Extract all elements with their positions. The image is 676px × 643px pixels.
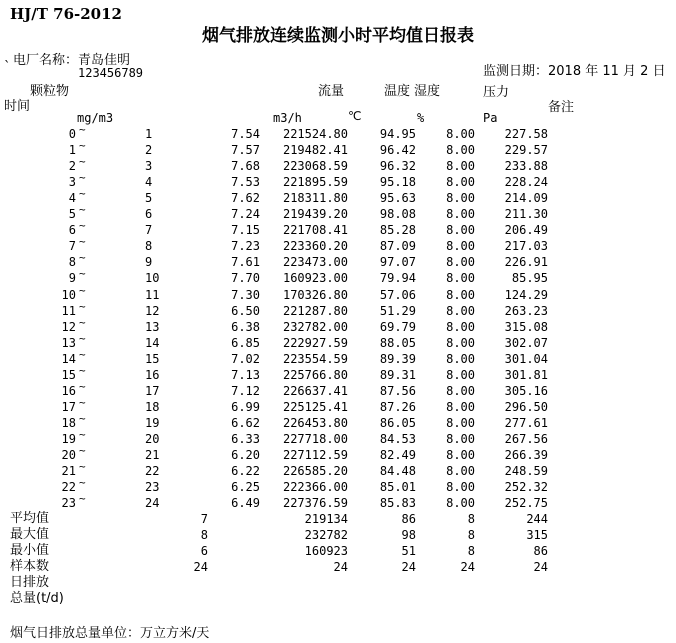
tilde-separator: ~ [79, 476, 86, 490]
temp-value: 88.05 [379, 335, 416, 350]
stat-pm-value: 24 [193, 560, 208, 574]
hour-start: 21 [61, 464, 76, 479]
pm-value: 7.62 [231, 191, 260, 206]
temp-value: 84.48 [379, 464, 416, 479]
pressure-value: 302.07 [504, 335, 548, 350]
tilde-separator: ~ [79, 347, 86, 361]
tilde-separator: ~ [79, 123, 86, 136]
flow-value: 219482.41 [282, 143, 348, 158]
stat-row [0, 575, 676, 591]
table-row [0, 427, 676, 447]
tilde-separator: ~ [79, 219, 86, 233]
footnote: 烟气日排放总量单位：万立方米/天 [10, 626, 210, 641]
pm-value: 6.99 [231, 399, 260, 414]
flow-value: 221524.80 [282, 127, 348, 141]
hour-end: 14 [145, 335, 160, 350]
pressure-value: 315.08 [504, 319, 548, 334]
humidity-value: 8.00 [446, 335, 475, 350]
flow-value: 223068.59 [282, 159, 348, 174]
pm-value: 7.53 [231, 175, 260, 190]
column-header-pressure: 压力 [483, 85, 510, 100]
temp-value: 85.01 [379, 480, 416, 495]
hour-start: 6 [68, 223, 76, 238]
pm-value: 7.54 [231, 127, 260, 141]
pressure-value: 277.61 [504, 415, 548, 430]
flow-value: 223360.20 [282, 239, 348, 254]
table-row [0, 187, 676, 206]
humidity-value: 8.00 [446, 287, 475, 302]
hour-end: 23 [145, 480, 160, 495]
tilde-separator: ~ [79, 139, 86, 153]
unit-flow: m3/h [273, 111, 302, 125]
table-row [0, 299, 676, 319]
hour-start: 8 [68, 255, 76, 270]
hour-end: 17 [145, 383, 160, 398]
table-row [0, 411, 676, 431]
humidity-value: 8.00 [446, 175, 475, 190]
temp-value: 95.63 [379, 191, 416, 206]
pressure-value: 263.23 [504, 303, 548, 318]
temp-value: 79.94 [379, 271, 416, 286]
hour-start: 15 [61, 367, 76, 382]
plant-name-value: 青岛佳明 [78, 53, 131, 68]
flow-value: 221287.80 [282, 303, 348, 318]
hour-end: 24 [145, 496, 160, 511]
pressure-value: 217.03 [504, 239, 548, 254]
flow-value: 221895.59 [282, 175, 348, 190]
table-row [0, 283, 676, 303]
table-row [0, 315, 676, 335]
hour-end: 22 [145, 464, 160, 479]
flow-value: 227376.59 [282, 496, 348, 511]
temp-value: 85.28 [379, 223, 416, 238]
pm-value: 7.23 [231, 239, 260, 254]
pressure-value: 227.58 [504, 127, 548, 141]
table-row [0, 492, 676, 511]
table-row [0, 171, 676, 190]
flow-value: 218311.80 [282, 191, 348, 206]
pm-value: 6.62 [231, 415, 260, 430]
hour-start: 0 [68, 127, 76, 141]
flow-value: 226637.41 [282, 383, 348, 398]
temp-value: 85.83 [379, 496, 416, 511]
plant-name-label: 电厂名称： [13, 53, 79, 68]
tilde-separator: ~ [79, 203, 86, 217]
hour-end: 13 [145, 319, 160, 334]
hour-end: 11 [145, 287, 160, 302]
pm-value: 6.33 [231, 431, 260, 446]
monitor-date-label: 监测日期： [483, 64, 549, 79]
stat-label: 最小值 [10, 543, 50, 558]
pm-value: 7.61 [231, 255, 260, 270]
flow-value: 160923.00 [282, 271, 348, 286]
stat-row [0, 543, 676, 559]
pressure-value: 206.49 [504, 223, 548, 238]
column-header-temp: 温度 [384, 84, 411, 99]
stat-label: 日排放 [10, 575, 50, 590]
humidity-value: 8.00 [446, 399, 475, 414]
stat-humidity-value: 8 [467, 512, 475, 526]
hour-end: 19 [145, 415, 160, 430]
hour-end: 9 [145, 255, 153, 270]
humidity-value: 8.00 [446, 351, 475, 366]
hour-start: 17 [61, 399, 76, 414]
table-row [0, 363, 676, 383]
humidity-value: 8.00 [446, 255, 475, 270]
temp-value: 96.42 [379, 143, 416, 158]
hour-end: 5 [145, 191, 153, 206]
hour-start: 18 [61, 415, 76, 430]
pm-value: 6.85 [231, 335, 260, 350]
stat-label: 平均值 [10, 511, 50, 526]
monitor-date-line [483, 60, 666, 79]
hour-start: 9 [68, 271, 76, 286]
humidity-value: 8.00 [446, 271, 475, 286]
stat-pressure-value: 315 [526, 528, 548, 542]
table-row [0, 219, 676, 238]
stat-label: 总量(t/d) [10, 591, 64, 606]
tilde-separator: ~ [79, 427, 86, 441]
pressure-value: 211.30 [504, 207, 548, 222]
pm-value: 7.12 [231, 383, 260, 398]
plant-code: 123456789 [78, 66, 144, 80]
hour-start: 12 [61, 319, 76, 334]
flow-value: 225766.80 [282, 367, 348, 382]
flow-value: 225125.41 [282, 399, 348, 414]
humidity-value: 8.00 [446, 319, 475, 334]
hour-end: 12 [145, 303, 160, 318]
hour-start: 16 [61, 383, 76, 398]
temp-value: 87.56 [379, 383, 416, 398]
stat-flow-value: 24 [333, 560, 348, 574]
stat-label: 最大值 [10, 527, 50, 542]
flow-value: 223554.59 [282, 351, 348, 366]
tilde-separator: ~ [79, 492, 86, 506]
flow-value: 227112.59 [282, 448, 348, 462]
pressure-value: 266.39 [504, 448, 548, 462]
tilde-separator: ~ [79, 363, 86, 377]
pm-value: 7.57 [231, 143, 260, 158]
humidity-value: 8.00 [446, 159, 475, 174]
standard-code: HJ/T 76-2012 [10, 5, 122, 23]
stat-humidity-value: 8 [467, 528, 475, 542]
plant-mark: ` [4, 60, 11, 75]
unit-pm: mg/m3 [77, 111, 114, 125]
pm-value: 6.20 [231, 448, 260, 462]
hour-end: 21 [145, 448, 160, 462]
humidity-value: 8.00 [446, 239, 475, 254]
pressure-value: 124.29 [504, 287, 548, 302]
temp-value: 98.08 [379, 207, 416, 222]
pressure-value: 301.04 [504, 351, 548, 366]
tilde-separator: ~ [79, 315, 86, 329]
flow-value: 219439.20 [282, 207, 348, 222]
page-title: 烟气排放连续监测小时平均值日报表 [202, 26, 474, 46]
tilde-separator: ~ [79, 331, 86, 345]
stat-temp-value: 24 [401, 560, 416, 574]
table-row [0, 444, 676, 463]
pm-value: 7.02 [231, 351, 260, 366]
stat-pm-value: 8 [200, 528, 208, 542]
pm-value: 6.49 [231, 496, 260, 511]
hour-end: 15 [145, 351, 160, 366]
tilde-separator: ~ [79, 299, 86, 313]
stat-row [0, 559, 676, 575]
stat-temp-value: 98 [401, 528, 416, 542]
humidity-value: 8.00 [446, 464, 475, 479]
hour-start: 1 [68, 143, 76, 158]
tilde-separator: ~ [79, 235, 86, 249]
humidity-value: 8.00 [446, 127, 475, 141]
pressure-value: 248.59 [504, 464, 548, 479]
flow-value: 227718.00 [282, 431, 348, 446]
stat-label: 样本数 [10, 559, 50, 574]
flow-value: 226453.80 [282, 415, 348, 430]
pm-value: 6.25 [231, 480, 260, 495]
pressure-value: 252.32 [504, 480, 548, 495]
hour-end: 18 [145, 399, 160, 414]
humidity-value: 8.00 [446, 303, 475, 318]
stat-pm-value: 7 [200, 512, 208, 526]
pm-value: 7.24 [231, 207, 260, 222]
pm-value: 7.15 [231, 223, 260, 238]
tilde-separator: ~ [79, 251, 86, 265]
stat-flow-value: 160923 [304, 544, 348, 558]
unit-humidity: % [417, 111, 425, 125]
hour-start: 10 [61, 287, 76, 302]
temp-value: 86.05 [379, 415, 416, 430]
pressure-value: 228.24 [504, 175, 548, 190]
hour-start: 19 [61, 431, 76, 446]
flow-value: 170326.80 [282, 287, 348, 302]
hour-end: 2 [145, 143, 153, 158]
table-row [0, 347, 676, 367]
hour-end: 1 [145, 127, 153, 141]
hour-end: 20 [145, 431, 160, 446]
stat-row [0, 527, 676, 543]
stat-row [0, 511, 676, 527]
humidity-value: 8.00 [446, 415, 475, 430]
tilde-separator: ~ [79, 187, 86, 201]
tilde-separator: ~ [79, 267, 86, 281]
pressure-value: 233.88 [504, 159, 548, 174]
pressure-value: 226.91 [504, 255, 548, 270]
temp-value: 89.31 [379, 367, 416, 382]
tilde-separator: ~ [79, 411, 86, 425]
stat-row [0, 591, 676, 607]
column-header-pm: 颗粒物 [30, 84, 70, 99]
pm-value: 6.50 [231, 303, 260, 318]
pressure-value: 85.95 [511, 271, 548, 286]
monitor-date-value: 2018 年 11 月 2 日 [548, 64, 666, 79]
stat-humidity-value: 24 [460, 560, 475, 574]
column-header-remark: 备注 [548, 100, 575, 115]
humidity-value: 8.00 [446, 496, 475, 511]
table-row [0, 123, 676, 142]
table-row [0, 379, 676, 399]
pm-value: 7.68 [231, 159, 260, 174]
hour-end: 4 [145, 175, 153, 190]
humidity-value: 8.00 [446, 383, 475, 398]
tilde-separator: ~ [79, 171, 86, 185]
stat-flow-value: 232782 [304, 528, 348, 542]
humidity-value: 8.00 [446, 367, 475, 382]
temp-value: 84.53 [379, 431, 416, 446]
hour-start: 3 [68, 175, 76, 190]
hour-start: 22 [61, 480, 76, 495]
tilde-separator: ~ [79, 379, 86, 393]
temp-value: 95.18 [379, 175, 416, 190]
pm-value: 6.38 [231, 319, 260, 334]
flow-value: 226585.20 [282, 464, 348, 479]
hour-end: 6 [145, 207, 153, 222]
hour-start: 20 [61, 448, 76, 462]
pressure-value: 301.81 [504, 367, 548, 382]
pm-value: 7.13 [231, 367, 260, 382]
temp-value: 97.07 [379, 255, 416, 270]
temp-value: 82.49 [379, 448, 416, 462]
stat-temp-value: 51 [401, 544, 416, 558]
temp-value: 57.06 [379, 287, 416, 302]
column-header-time: 时间 [4, 99, 31, 114]
pressure-value: 229.57 [504, 143, 548, 158]
tilde-separator: ~ [79, 460, 86, 474]
flow-value: 222366.00 [282, 480, 348, 495]
hour-start: 14 [61, 351, 76, 366]
pm-value: 6.22 [231, 464, 260, 479]
tilde-separator: ~ [79, 444, 86, 457]
humidity-value: 8.00 [446, 448, 475, 462]
tilde-separator: ~ [79, 155, 86, 169]
hour-start: 5 [68, 207, 76, 222]
pm-value: 7.70 [231, 271, 260, 286]
temp-value: 89.39 [379, 351, 416, 366]
temp-value: 96.32 [379, 159, 416, 174]
flow-value: 222927.59 [282, 335, 348, 350]
hour-end: 8 [145, 239, 153, 254]
flow-value: 223473.00 [282, 255, 348, 270]
table-row [0, 395, 676, 415]
stat-pm-value: 6 [200, 544, 208, 558]
hour-start: 2 [68, 159, 76, 174]
hour-start: 13 [61, 335, 76, 350]
hour-start: 11 [61, 303, 76, 318]
pressure-value: 305.16 [504, 383, 548, 398]
stat-pressure-value: 244 [526, 512, 548, 526]
humidity-value: 8.00 [446, 431, 475, 446]
hour-start: 23 [61, 496, 76, 511]
hour-start: 4 [68, 191, 76, 206]
stat-temp-value: 86 [401, 512, 416, 526]
pressure-value: 267.56 [504, 431, 548, 446]
humidity-value: 8.00 [446, 207, 475, 222]
table-row [0, 203, 676, 222]
stat-pressure-value: 86 [533, 544, 548, 558]
unit-temp: ℃ [348, 109, 362, 123]
tilde-separator: ~ [79, 283, 86, 297]
column-header-flow: 流量 [318, 84, 345, 99]
table-row [0, 476, 676, 495]
hour-end: 3 [145, 159, 153, 174]
flow-value: 232782.00 [282, 319, 348, 334]
tilde-separator: ~ [79, 395, 86, 409]
unit-pressure: Pa [483, 111, 498, 125]
table-row [0, 267, 676, 286]
temp-value: 87.26 [379, 399, 416, 414]
humidity-value: 8.00 [446, 143, 475, 158]
table-row [0, 251, 676, 270]
stat-humidity-value: 8 [467, 544, 475, 558]
pressure-value: 214.09 [504, 191, 548, 206]
stat-flow-value: 219134 [304, 512, 348, 526]
hour-end: 7 [145, 223, 153, 238]
stat-pressure-value: 24 [533, 560, 548, 574]
table-row [0, 331, 676, 351]
humidity-value: 8.00 [446, 480, 475, 495]
humidity-value: 8.00 [446, 223, 475, 238]
table-row [0, 460, 676, 479]
temp-value: 51.29 [379, 303, 416, 318]
temp-value: 87.09 [379, 239, 416, 254]
pm-value: 7.30 [231, 287, 260, 302]
table-row [0, 139, 676, 158]
temp-value: 69.79 [379, 319, 416, 334]
temp-value: 94.95 [379, 127, 416, 141]
pressure-value: 296.50 [504, 399, 548, 414]
humidity-value: 8.00 [446, 191, 475, 206]
hour-end: 10 [145, 271, 160, 286]
flow-value: 221708.41 [282, 223, 348, 238]
pressure-value: 252.75 [504, 496, 548, 511]
table-row [0, 235, 676, 254]
hour-end: 16 [145, 367, 160, 382]
table-row [0, 155, 676, 174]
column-header-humidity: 湿度 [414, 84, 441, 99]
hour-start: 7 [68, 239, 76, 254]
